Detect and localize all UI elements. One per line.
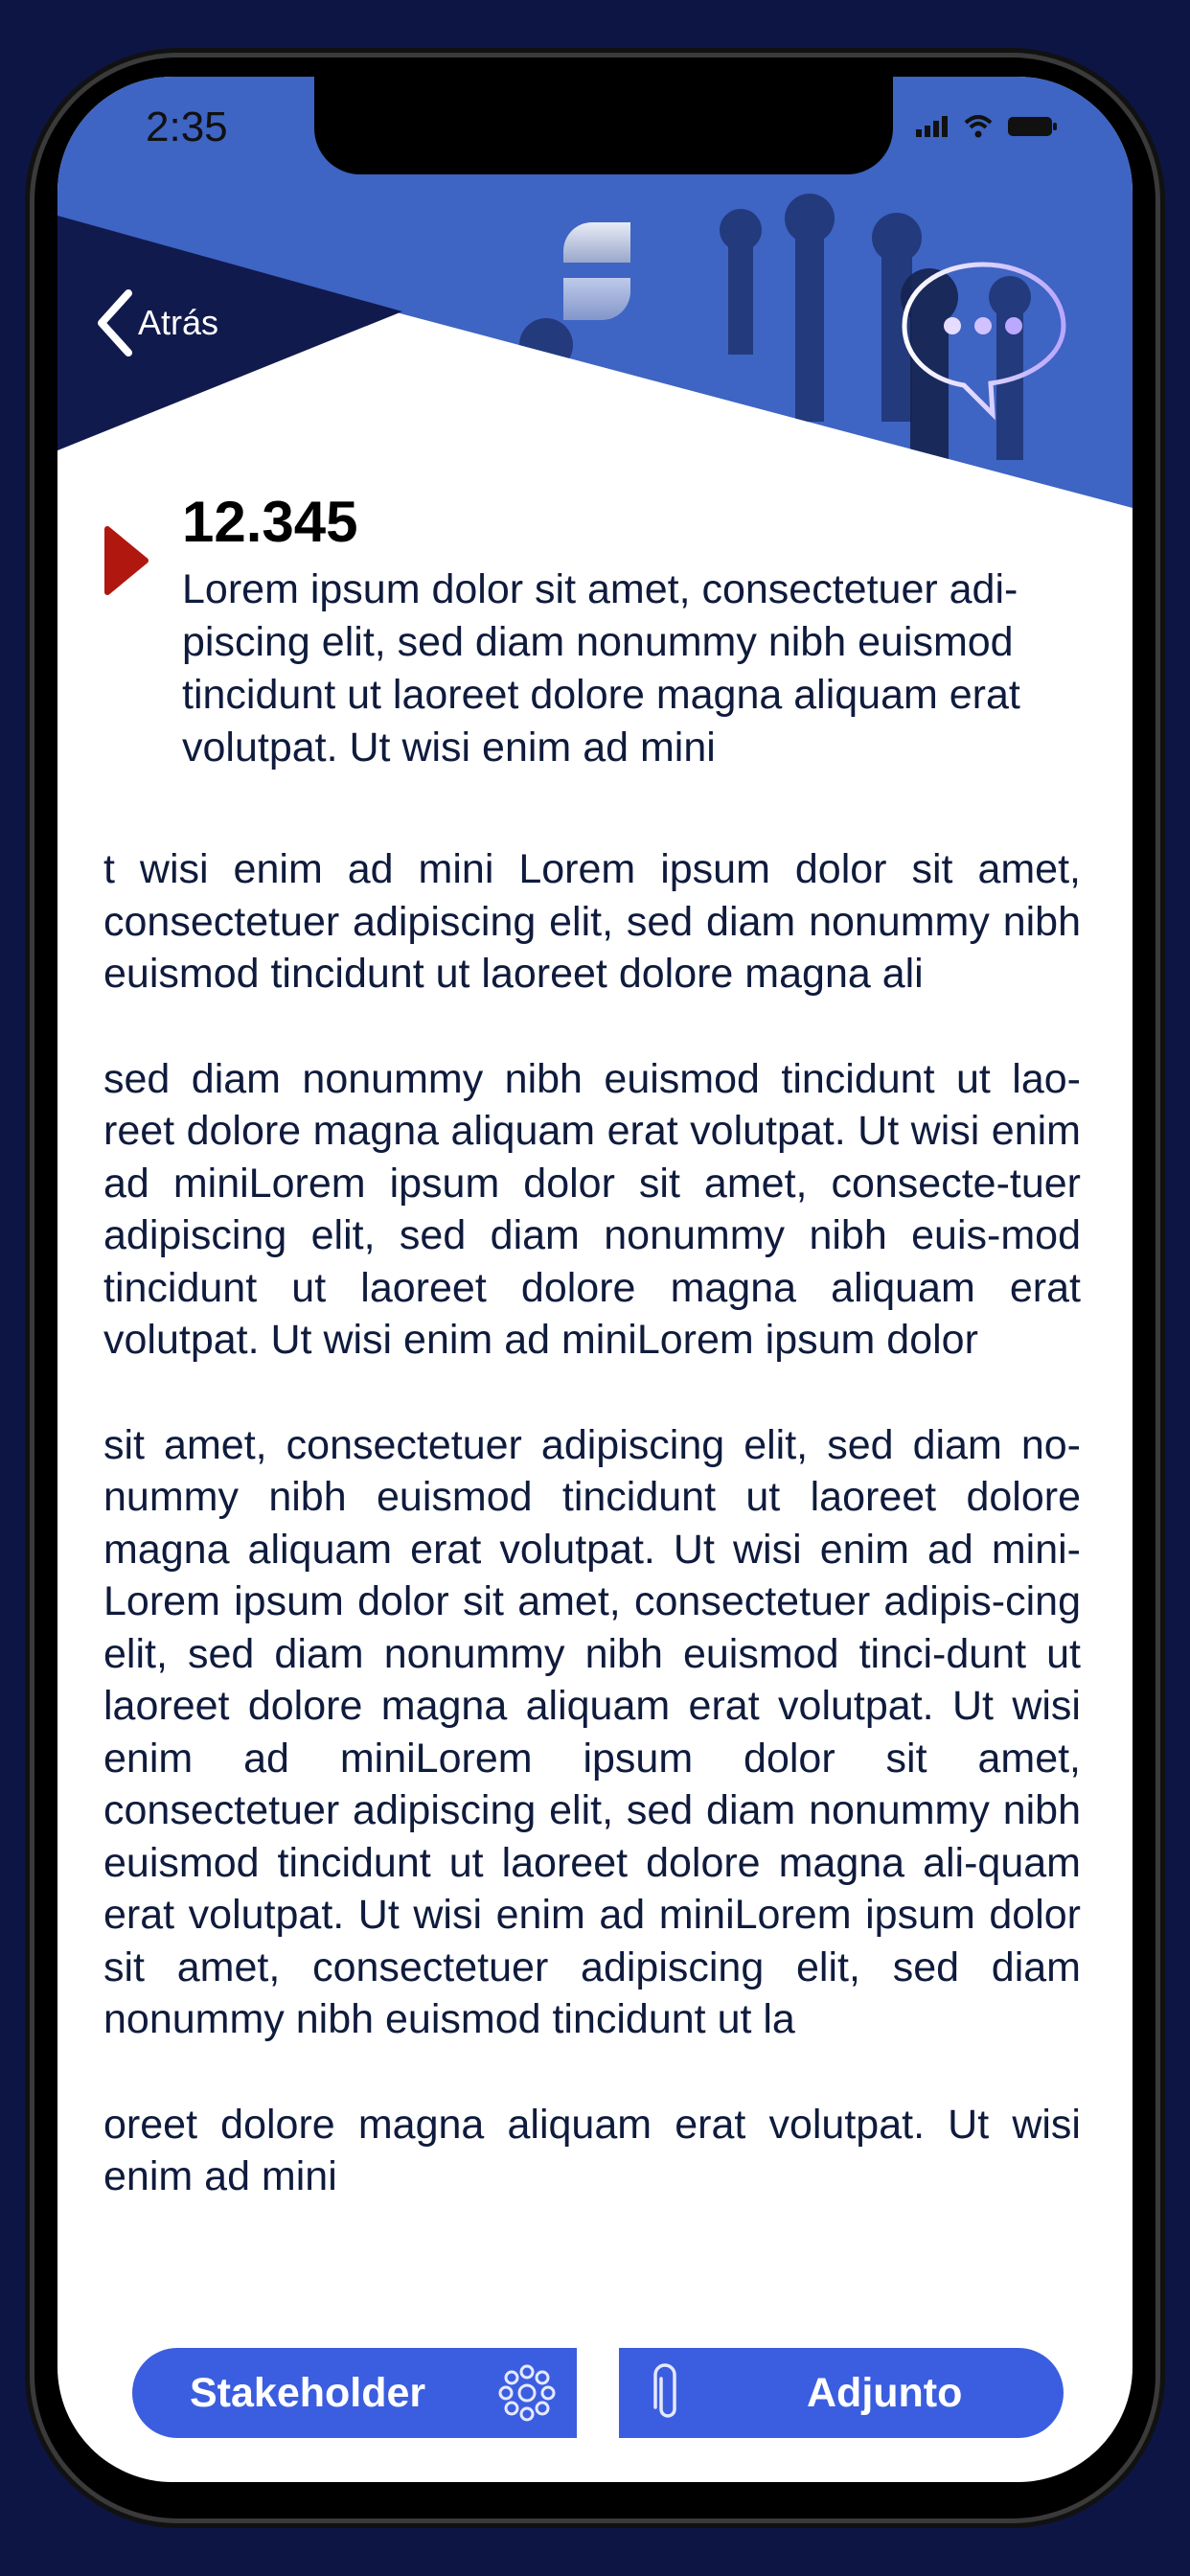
status-icons [916,115,1058,138]
battery-icon [1008,115,1058,138]
camera-notch [314,77,893,174]
back-label: Atrás [138,303,219,342]
network-icon [498,2364,556,2422]
back-button[interactable] [96,289,218,356]
chat-icon[interactable] [899,257,1071,420]
attachment-button[interactable] [619,2348,1064,2438]
app-logo [554,218,640,324]
paperclip-icon [653,2363,682,2423]
stakeholder-label: Stakeholder [190,2369,426,2416]
item-number: 12.345 [182,490,358,554]
attachment-label: Adjunto [807,2369,963,2416]
body-paragraph-2: sed diam nonummy nibh euismod tincidunt ut lao-reet dolore magna aliquam erat volutpat. Ut wisi enim ad miniLorem ipsum dolor sit amet, consecte-tuer adipiscing elit, sed diam nonummy nibh euis-mod tincidunt ut laoreet dolore magna aliquam erat volutpat. Ut wisi enim ad miniLorem ipsum dolor [103,1055,1081,1363]
wifi-icon [964,115,993,138]
body-paragraph-4: oreet dolore magna aliquam erat volutpat. Ut wisi enim ad mini [103,2101,1081,2199]
body-paragraph-3: sit amet, consectetuer adipiscing elit, sed diam no-nummy nibh euismod tincidunt ut laoreet dolore magna aliquam erat volutpat. Ut wisi enim ad mini-Lorem ipsum dolor sit amet, consectetuer adipis-cing elit, sed diam nonummy nibh euismod tinci-dunt ut laoreet dolore magna aliquam erat volutpat. Ut wisi enim ad miniLorem ipsum dolor sit amet, consectetuer adipiscing elit, sed diam nonummy nibh euismod tincidunt ut laoreet dolore magna ali-quam erat volutpat. Ut wisi enim ad miniLorem ipsum dolor sit amet, consectetuer adipiscing elit, sed diam nonummy nibh euismod tincidunt ut la [103,1421,1081,2042]
item-intro: Lorem ipsum dolor sit amet, consectetuer adi-piscing elit, sed diam nonummy nibh euismod tincidunt ut laoreet dolore magna aliquam erat volutpat. Ut wisi enim ad mini [182,566,1020,770]
body-paragraph-1: t wisi enim ad mini Lorem ipsum dolor sit amet, consectetuer adipiscing elit, sed diam nonummy nibh euismod tincidunt ut laoreet dolore magna ali [103,846,1081,997]
app-screen [57,77,1133,2482]
chevron-left-icon [96,289,134,356]
body-text [103,843,1081,2256]
item-marker-icon [102,525,151,596]
status-time: 2:35 [146,104,228,150]
stakeholder-button[interactable] [132,2348,577,2438]
signal-icon [916,116,949,137]
